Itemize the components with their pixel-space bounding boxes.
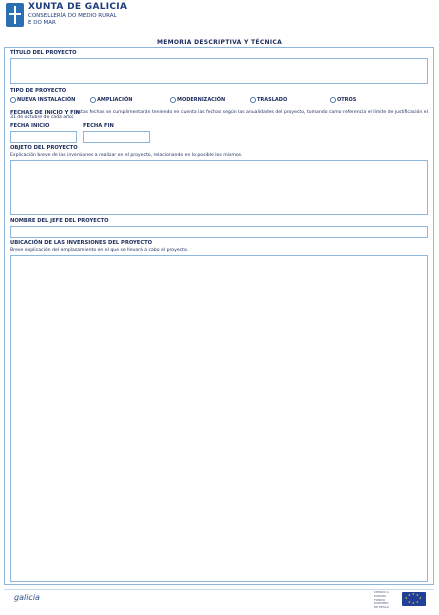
fechas-label: FECHAS DE INICIO Y FIN (10, 110, 80, 116)
ubicacion-textarea[interactable] (10, 255, 428, 582)
eu-flag-icon: ★ ★ ★ ★ ★ ★ ★ ★ (402, 592, 426, 606)
radio-traslado[interactable]: TRASLADO (250, 96, 287, 104)
ubicacion-note: Breve explicación del emplazamiento en el que se llevará a cabo el proyecto. (10, 248, 189, 253)
radio-circle-icon[interactable] (330, 97, 336, 103)
radio-circle-icon[interactable] (170, 97, 176, 103)
radio-nueva-instalacion[interactable]: NUEVA INSTALACIÓN (10, 96, 75, 104)
ubicacion-label: UBICACIÓN DE LAS INVERSIONES DEL PROYECTO (10, 240, 153, 246)
fecha-inicio-label: FECHA INICIO (10, 123, 50, 129)
objeto-label: OBJETO DEL PROYECTO (10, 145, 78, 151)
fecha-inicio-input[interactable] (10, 131, 77, 143)
radio-ampliacion[interactable]: AMPLIACIÓN (90, 96, 132, 104)
document-title: MEMORIA DESCRIPTIVA Y TÉCNICA (156, 39, 283, 46)
fecha-fin-input[interactable] (83, 131, 150, 143)
header (6, 2, 206, 28)
xunta-crest-icon (6, 3, 24, 27)
titulo-input[interactable] (10, 58, 428, 84)
galicia-logo: galicia (14, 593, 40, 602)
radio-otros[interactable]: OTROS (330, 96, 356, 104)
titulo-label: TÍTULO DEL PROYECTO (10, 50, 77, 56)
objeto-note: Explicación breve de las inversiones a realizar en el proyecto, relacionando en lo posible los mismos. (10, 153, 243, 158)
footer-divider (4, 589, 434, 590)
radio-modernizacion[interactable]: MODERNIZACIÓN (170, 96, 225, 104)
jefe-input[interactable] (10, 226, 428, 238)
fecha-fin-label: FECHA FIN (83, 123, 114, 129)
radio-circle-icon[interactable] (250, 97, 256, 103)
jefe-label: NOMBRE DEL JEFE DEL PROYECTO (10, 218, 109, 224)
fechas-note: (estas fechas se cumplimentarán teniendo en cuenta las fechas según las anualidades del proyecto, tomando como referencia el límite de justificación el 31 de octubre de cada año) (10, 110, 428, 121)
department-name: CONSELLERÍA DO MEDIO RURAL E DO MAR (28, 13, 117, 26)
radio-circle-icon[interactable] (90, 97, 96, 103)
tipo-label: TIPO DE PROYECTO (10, 88, 67, 94)
fund-text: CEDIDO A EUROPA FONDO EUROPEO DE PESCA (374, 590, 389, 610)
objeto-textarea[interactable] (10, 160, 428, 215)
brand-name: XUNTA DE GALICIA (28, 2, 128, 12)
radio-circle-icon[interactable] (10, 97, 16, 103)
